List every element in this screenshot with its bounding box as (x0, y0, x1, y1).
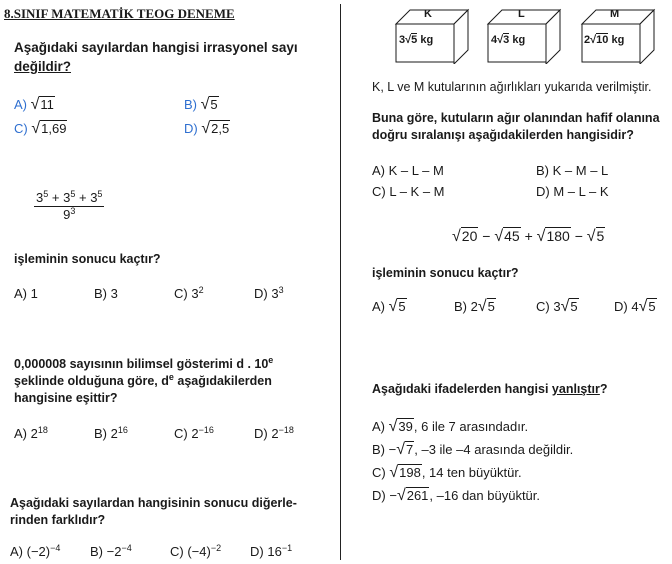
q3-option-b[interactable]: B) $2^{16}$ (94, 425, 128, 441)
q7-option-d[interactable]: D) −√261, –16 dan büyüktür. (372, 487, 541, 504)
q5-question: Buna göre, kutuların ağır olanından hafif olanına doğru sıralanışı aşağıdakilerden hangisidir? (372, 111, 660, 142)
q2-option-b[interactable]: B) 3 (94, 286, 118, 301)
q3-option-d[interactable]: D) $2^{-18}$ (254, 425, 294, 441)
page-title: 8.SINIF MATEMATİK TEOG DENEME (4, 6, 235, 21)
box-m-label: M (610, 8, 620, 20)
q5-option-c[interactable]: C) L – K – M (372, 184, 445, 199)
q7-question: Aşağıdaki ifadelerden hangisi yanlıştır? (372, 382, 608, 396)
q2-question: işleminin sonucu kaçtır? (14, 252, 161, 266)
q5-option-d[interactable]: D) M – L – K (536, 184, 609, 199)
q6-option-d[interactable]: D) 4√5 (614, 298, 656, 315)
q7-option-a[interactable]: A) √39, 6 ile 7 arasındadır. (372, 418, 529, 435)
q6-expression: √20 − √45 + √180 − √5 (452, 228, 605, 245)
q1-option-d[interactable]: D) √2,5 (184, 120, 230, 137)
q5-info: K, L ve M kutularının ağırlıkları yukarıda verilmiştir. (372, 80, 652, 94)
q4-option-c[interactable]: C) $(-4)^{-2}$ (170, 543, 222, 559)
q3-option-c[interactable]: C) $2^{-16}$ (174, 425, 214, 441)
q7-option-c[interactable]: C) √198, 14 ten büyüktür. (372, 464, 522, 481)
box-l-label: L (518, 8, 525, 20)
q4-option-b[interactable]: $B) -2^{-4}$ (90, 543, 132, 559)
q4-question: Aşağıdaki sayılardan hangisinin sonucu diğerle- rinden farklıdır? (10, 496, 297, 527)
q5-option-b[interactable]: B) K – M – L (536, 163, 609, 178)
radicand: 11 (40, 97, 54, 112)
q1-option-c[interactable]: C) √1,69 (14, 120, 67, 137)
box-k-label: K (424, 8, 432, 20)
q4-option-d[interactable]: D) $16^{-1}$ (250, 543, 293, 559)
q1-option-b[interactable]: B) √5 (184, 96, 218, 113)
q3-question: 0,000008 sayısının bilimsel gösterimi d . 10e şeklinde olduğuna göre, $d^e$ aşağıdakilerden hangisine eşittir? (14, 355, 274, 405)
box-l-weight: 4√3 kg (491, 34, 526, 46)
q6-option-a[interactable]: A) √5 (372, 298, 406, 315)
q6-option-b[interactable]: B) 2√5 (454, 298, 495, 315)
q1-question-line2: değildir? (14, 59, 71, 74)
q6-question: işleminin sonucu kaçtır? (372, 266, 519, 280)
column-divider (340, 4, 341, 560)
radicand: 1,69 (41, 121, 67, 136)
box-k-weight: 3√5 kg (399, 34, 434, 46)
q3-option-a[interactable]: A) $2^{18}$ (14, 425, 48, 441)
box-m-weight: 2√10 kg (584, 34, 625, 46)
q4-option-a[interactable]: A) $(-2)^{-4}$ (10, 543, 61, 559)
q7-option-b[interactable]: B) −√7, –3 ile –4 arasında değildir. (372, 441, 574, 458)
option-letter: D) (184, 121, 198, 136)
q5-option-a[interactable]: A) K – L – M (372, 163, 444, 178)
q2-option-d[interactable]: D) $3^3$ (254, 285, 284, 301)
q1-option-a[interactable]: A) √11 (14, 96, 54, 113)
option-letter: A) (14, 97, 27, 112)
radicand: 2,5 (211, 121, 230, 136)
q1-question-line1: Aşağıdaki sayılardan hangisi irrasyonel sayı (14, 40, 298, 55)
option-letter: B) (184, 97, 197, 112)
q2-option-c[interactable]: C) $3^2$ (174, 285, 204, 301)
q2-option-a[interactable]: A) 1 (14, 286, 38, 301)
radicand: 5 (210, 97, 218, 112)
q2-fraction: $\frac{3^5 + 3^5 + 3^5}{9^3}$ (36, 189, 103, 222)
option-letter: C) (14, 121, 28, 136)
q6-option-c[interactable]: C) 3√5 (536, 298, 578, 315)
